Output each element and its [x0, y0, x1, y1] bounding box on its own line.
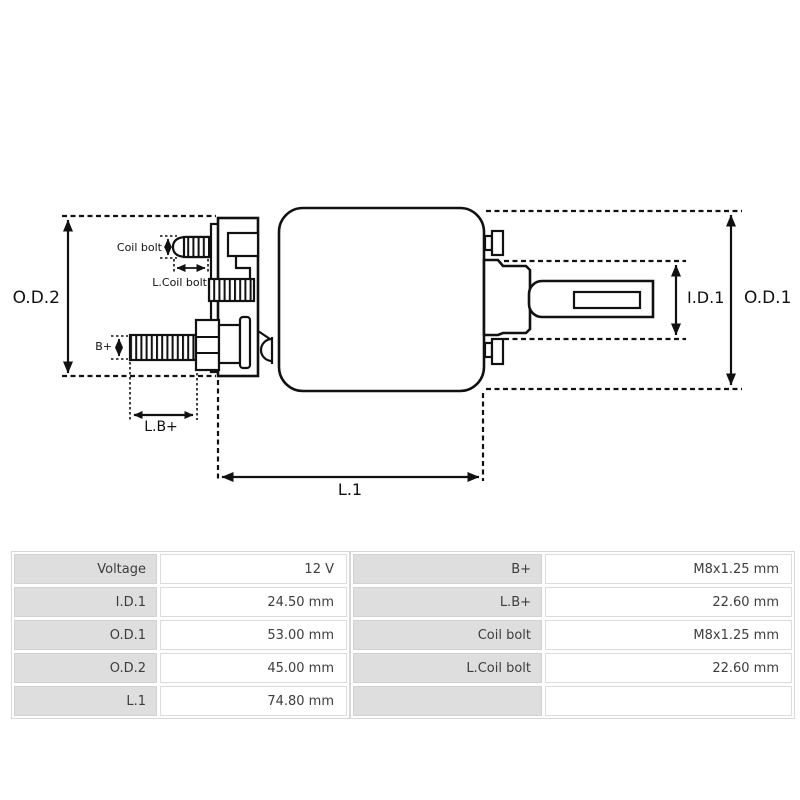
spec-label: L.1	[14, 686, 157, 716]
spec-table-left	[11, 551, 350, 719]
cap-detail-arc	[258, 331, 272, 364]
bplus-nut	[196, 320, 219, 370]
spec-label: I.D.1	[14, 587, 157, 617]
spec-value: 53.00 mm	[160, 620, 347, 650]
b-label: B+	[95, 340, 112, 353]
od2-label: O.D.2	[12, 288, 60, 308]
spec-label: Coil bolt	[353, 620, 542, 650]
solenoid-body	[279, 208, 484, 391]
id1-label: I.D.1	[687, 288, 725, 307]
spec-label	[353, 686, 542, 716]
coil-bolt-label: Coil bolt	[116, 241, 162, 254]
spec-value: 45.00 mm	[160, 653, 347, 683]
spec-value: 22.60 mm	[545, 587, 792, 617]
bplus-insulator-bar	[240, 317, 250, 368]
spec-label: L.B+	[353, 587, 542, 617]
spec-value: M8x1.25 mm	[545, 620, 792, 650]
spec-value: 12 V	[160, 554, 347, 584]
front-collar	[484, 260, 530, 335]
bplus-bolt-thread	[130, 335, 196, 360]
mount-tab-bottom	[492, 339, 503, 364]
spec-table-right	[350, 551, 795, 719]
spec-label: Voltage	[14, 554, 157, 584]
spec-value: 74.80 mm	[160, 686, 347, 716]
spec-value: 22.60 mm	[545, 653, 792, 683]
coil-bolt-thread	[184, 237, 210, 257]
spec-label: O.D.1	[14, 620, 157, 650]
fine-guide-lines	[111, 236, 208, 420]
spec-label: L.Coil bolt	[353, 653, 542, 683]
coil-terminal-thread	[209, 279, 254, 301]
l1-label: L.1	[337, 480, 363, 499]
spec-value	[545, 686, 792, 716]
solenoid-outline	[130, 208, 653, 391]
spec-label: O.D.2	[14, 653, 157, 683]
bplus-washer	[219, 325, 240, 363]
terminal-block	[228, 233, 258, 256]
plunger-slot	[574, 292, 640, 308]
od1-label: O.D.1	[744, 288, 792, 308]
spec-label: B+	[353, 554, 542, 584]
spec-value: 24.50 mm	[160, 587, 347, 617]
l-coil-bolt-label: L.Coil bolt	[152, 276, 207, 289]
mount-tab-top	[492, 231, 503, 255]
lb-label: L.B+	[144, 419, 178, 435]
spec-value: M8x1.25 mm	[545, 554, 792, 584]
